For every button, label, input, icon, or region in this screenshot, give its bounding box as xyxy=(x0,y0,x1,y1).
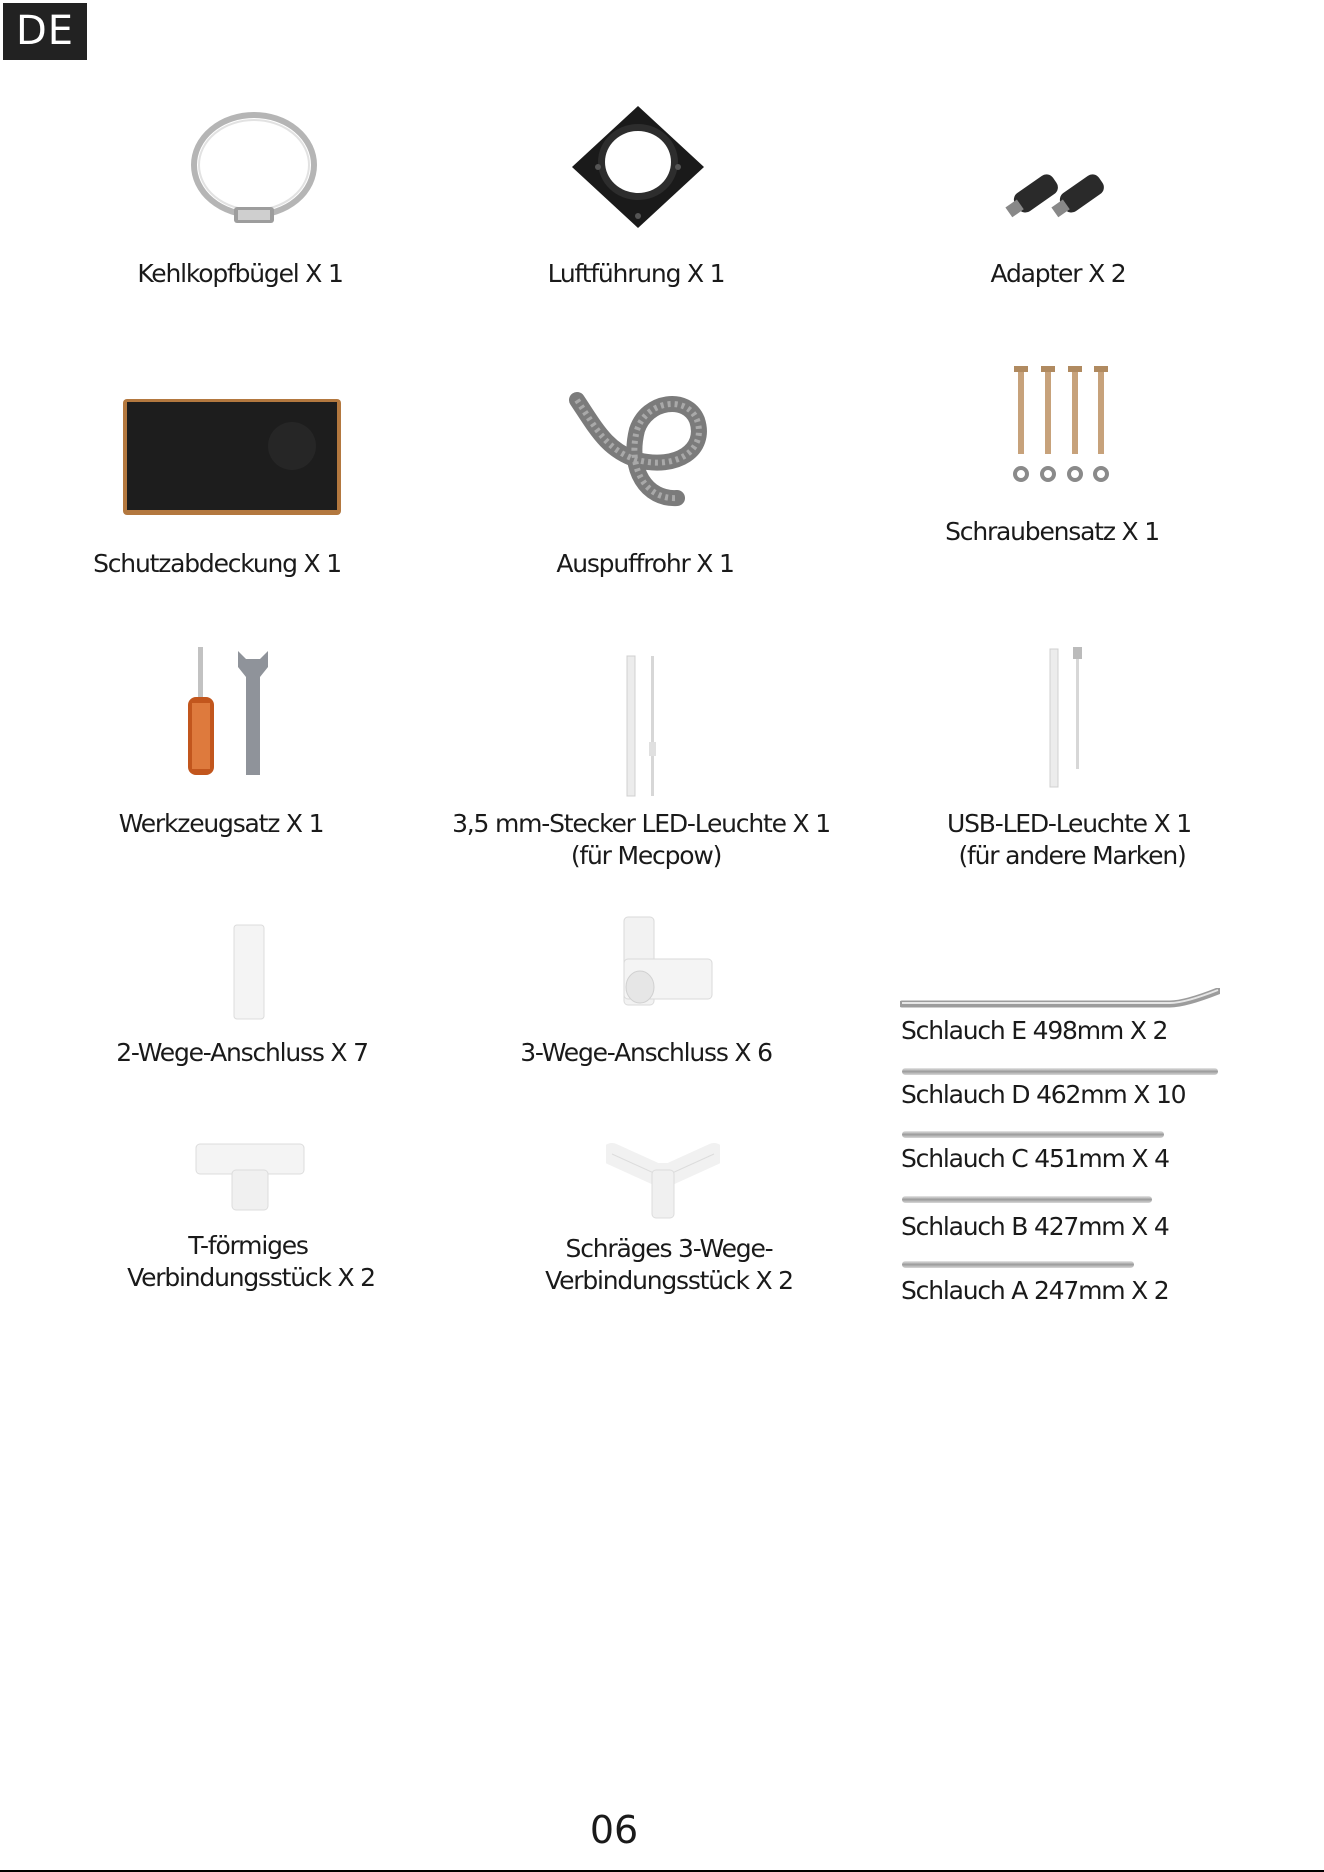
screw-set-image xyxy=(1008,366,1114,484)
item-label-three-way-connector: 3-Wege-Anschluss X 6 xyxy=(520,1038,772,1067)
hose-clamp-image xyxy=(188,105,320,235)
usb-led-image xyxy=(1044,645,1090,791)
hose-e-image xyxy=(900,988,1220,1010)
language-badge: DE xyxy=(3,3,87,60)
hose-b-image xyxy=(902,1196,1152,1203)
led-35mm-image xyxy=(621,652,665,800)
air-duct-image xyxy=(570,104,706,230)
exhaust-pipe-image xyxy=(567,390,717,508)
three-way-connector-image xyxy=(622,915,714,1011)
protective-cover-image xyxy=(122,398,342,516)
item-label-hose-clamp: Kehlkopfbügel X 1 xyxy=(137,259,343,288)
hose-label-e: Schlauch E 498mm X 2 xyxy=(901,1016,1168,1045)
hose-d-image xyxy=(902,1068,1218,1075)
item-label-usb-led-line1: USB-LED-Leuchte X 1 xyxy=(947,809,1191,838)
item-label-led-35mm-line1: 3,5 mm-Stecker LED-Leuchte X 1 xyxy=(452,809,830,838)
hose-label-d: Schlauch D 462mm X 10 xyxy=(901,1080,1186,1109)
slanted-three-way-connector-image xyxy=(606,1140,720,1222)
item-label-t-connector-line2: Verbindungsstück X 2 xyxy=(127,1263,375,1292)
item-label-protective-cover: Schutzabdeckung X 1 xyxy=(93,549,341,578)
two-way-connector-image xyxy=(233,924,265,1020)
item-label-exhaust-pipe: Auspuffrohr X 1 xyxy=(556,549,734,578)
adapter-image xyxy=(1004,156,1112,222)
page-number: 06 xyxy=(589,1808,639,1852)
item-label-usb-led-line2: (für andere Marken) xyxy=(958,841,1186,870)
hose-label-c: Schlauch C 451mm X 4 xyxy=(901,1144,1169,1173)
item-label-air-duct: Luftführung X 1 xyxy=(547,259,725,288)
hose-c-image xyxy=(902,1131,1164,1138)
item-label-t-connector-line1: T-förmiges xyxy=(188,1231,308,1260)
item-label-adapter: Adapter X 2 xyxy=(990,259,1126,288)
hose-label-b: Schlauch B 427mm X 4 xyxy=(901,1212,1169,1241)
hose-label-a: Schlauch A 247mm X 2 xyxy=(901,1276,1169,1305)
item-label-slanted-connector-line1: Schräges 3-Wege- xyxy=(565,1234,773,1263)
item-label-screw-set: Schraubensatz X 1 xyxy=(945,517,1159,546)
hose-a-image xyxy=(902,1261,1134,1268)
item-label-slanted-connector-line2: Verbindungsstück X 2 xyxy=(545,1266,793,1295)
item-label-led-35mm-line2: (für Mecpow) xyxy=(570,841,722,870)
item-label-two-way-connector: 2-Wege-Anschluss X 7 xyxy=(116,1038,368,1067)
t-connector-image xyxy=(194,1142,306,1212)
tool-set-image xyxy=(184,645,274,780)
item-label-tool-set: Werkzeugsatz X 1 xyxy=(118,809,324,838)
